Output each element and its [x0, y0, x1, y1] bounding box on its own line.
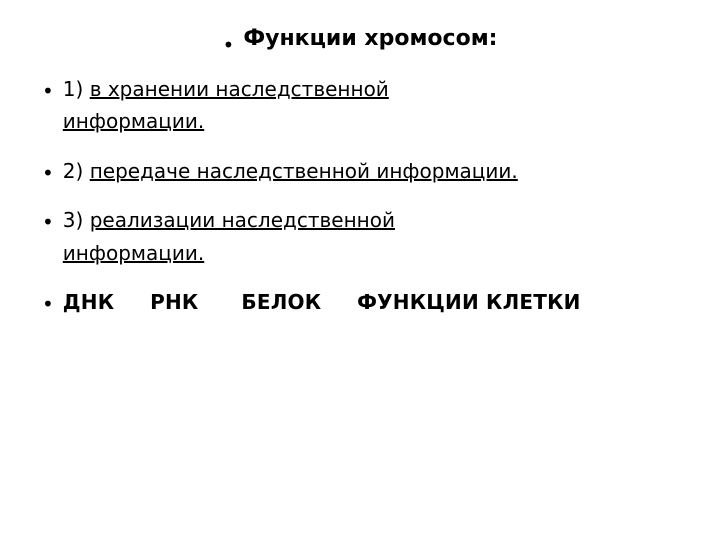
dna-rna-protein-chain: ДНК РНК БЕЛОК ФУНКЦИИ КЛЕТКИ	[62, 289, 581, 314]
list-item-number: 3)	[62, 208, 84, 233]
list-item-content	[63, 204, 533, 269]
bullet-icon: •	[42, 291, 54, 316]
list-item-text: реализации наследственной информации.	[62, 208, 395, 265]
bullet-icon: •	[42, 79, 54, 103]
list-item-number: 2)	[62, 158, 84, 183]
bullet-icon: •	[222, 33, 235, 57]
list-item	[42, 155, 692, 187]
list-item-text: в хранении наследственной информации.	[62, 77, 389, 134]
bullet-icon: •	[42, 160, 54, 185]
list-item-content	[63, 155, 518, 187]
list-item	[42, 286, 692, 318]
slide-title-row	[28, 26, 692, 55]
list-item-text: передаче наследственной информации.	[89, 158, 518, 183]
list-item	[42, 204, 692, 269]
list-item	[42, 73, 692, 138]
page-title: Функции хромосом:	[243, 26, 498, 51]
list-item-number: 1)	[62, 77, 84, 101]
bullet-icon: •	[42, 210, 54, 235]
list-item-content	[63, 73, 533, 138]
functions-list	[28, 73, 692, 318]
